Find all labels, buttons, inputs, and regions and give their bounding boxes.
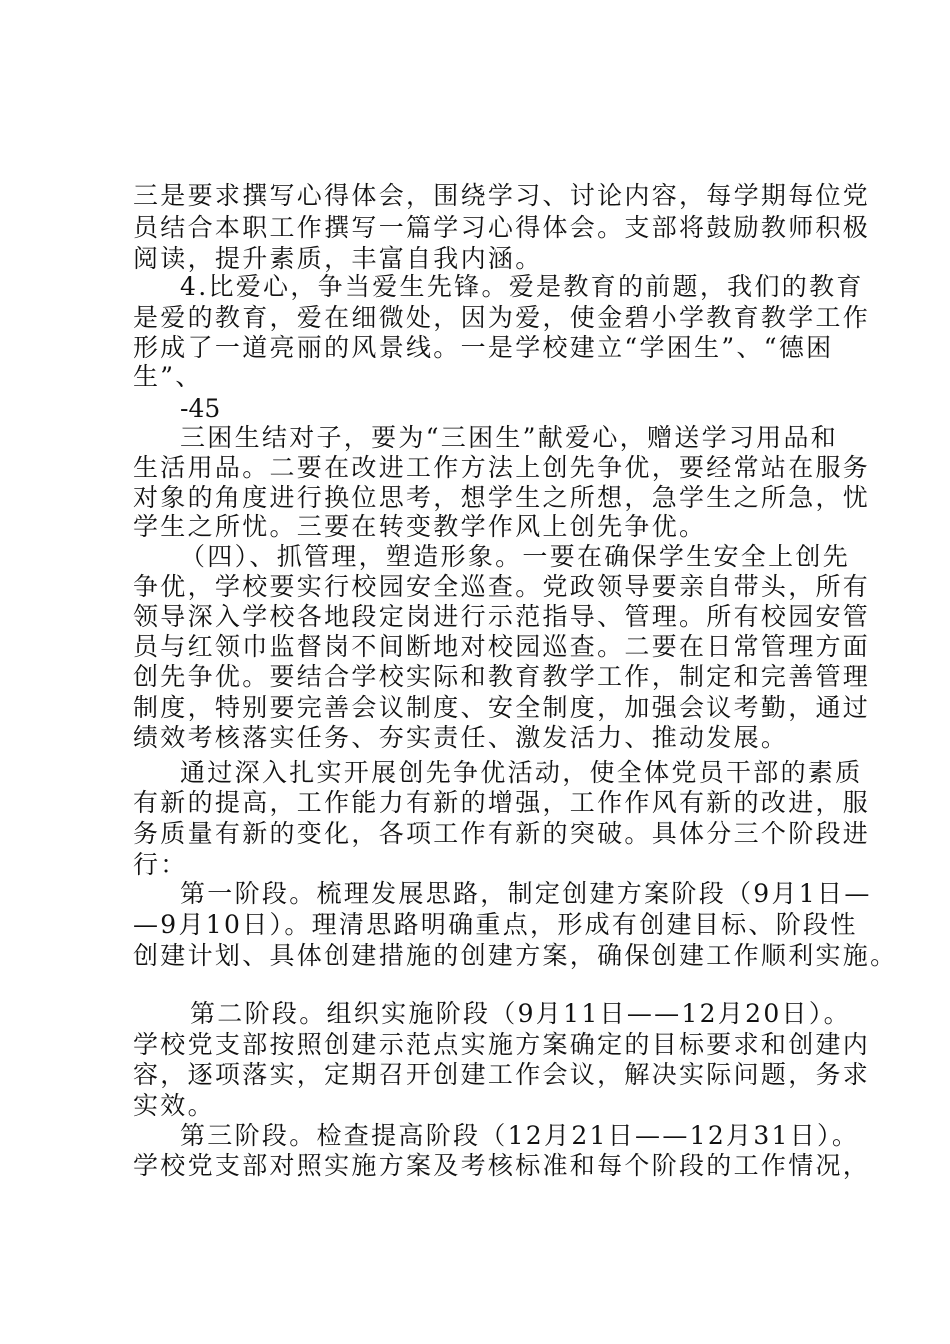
text-line: 学生之所忧。三要在转变教学作风上创先争优。 [133, 512, 707, 541]
text-line: 绩效考核落实任务、夯实责任、激发活力、推动发展。 [133, 723, 789, 752]
text-line: 生”、 [133, 362, 203, 391]
text-line: —9月10日）。理清思路明确重点，形成有创建目标、阶段性 [133, 910, 858, 939]
text-line: 有新的提高，工作能力有新的增强，工作作风有新的改进，服 [133, 788, 871, 817]
text-line: 通过深入扎实开展创先争优活动，使全体党员干部的素质 [180, 758, 863, 787]
text-line: 实效。 [133, 1091, 215, 1120]
text-line: 制度，特别要完善会议制度、安全制度，加强会议考勤，通过 [133, 693, 871, 722]
text-line: 第三阶段。检查提高阶段（12月21日——12月31日）。 [180, 1121, 860, 1150]
text-line: 三是要求撰写心得体会，围绕学习、讨论内容，每学期每位党 [133, 181, 871, 210]
text-line: 争优，学校要实行校园安全巡查。党政领导要亲自带头，所有 [133, 572, 871, 601]
text-line: 形成了一道亮丽的风景线。一是学校建立“学困生”、“德困 [133, 333, 834, 362]
text-line: 员结合本职工作撰写一篇学习心得体会。支部将鼓励教师积极 [133, 213, 871, 242]
text-line: 三困生结对子，要为“三困生”献爱心，赠送学习用品和 [180, 423, 839, 452]
text-line: 学校党支部对照实施方案及考核标准和每个阶段的工作情况， [133, 1151, 871, 1180]
text-line: 第二阶段。组织实施阶段（9月11日——12月20日）。 [190, 999, 851, 1028]
text-line: 阅读，提升素质，丰富自我内涵。 [133, 244, 543, 273]
text-line: 领导深入学校各地段定岗进行示范指导、管理。所有校园安管 [133, 602, 871, 631]
text-line: 创建计划、具体创建措施的创建方案，确保创建工作顺利实施。 [133, 941, 898, 970]
text-line: 第一阶段。梳理发展思路，制定创建方案阶段（9月1日— [180, 879, 872, 908]
text-line: 生活用品。二要在改进工作方法上创先争优，要经常站在服务 [133, 453, 871, 482]
text-line: 对象的角度进行换位思考，想学生之所想，急学生之所急，忧 [133, 483, 871, 512]
text-line: 学校党支部按照创建示范点实施方案确定的目标要求和创建内 [133, 1030, 871, 1059]
text-line: 容，逐项落实，定期召开创建工作会议，解决实际问题，务求 [133, 1060, 871, 1089]
text-line: 4.比爱心，争当爱生先锋。爱是教育的前题，我们的教育 [180, 272, 864, 301]
text-line: 员与红领巾监督岗不间断地对校园巡查。二要在日常管理方面 [133, 632, 871, 661]
text-line: 务质量有新的变化，各项工作有新的突破。具体分三个阶段进 [133, 819, 871, 848]
text-line: （四）、抓管理，塑造形象。一要在确保学生安全上创先 [180, 542, 851, 571]
page-number: -45 [180, 394, 221, 423]
text-line: 是爱的教育，爱在细微处，因为爱，使金碧小学教育教学工作 [133, 303, 871, 332]
text-line: 行： [133, 850, 188, 879]
text-line: 创先争优。要结合学校实际和教育教学工作，制定和完善管理 [133, 662, 871, 691]
